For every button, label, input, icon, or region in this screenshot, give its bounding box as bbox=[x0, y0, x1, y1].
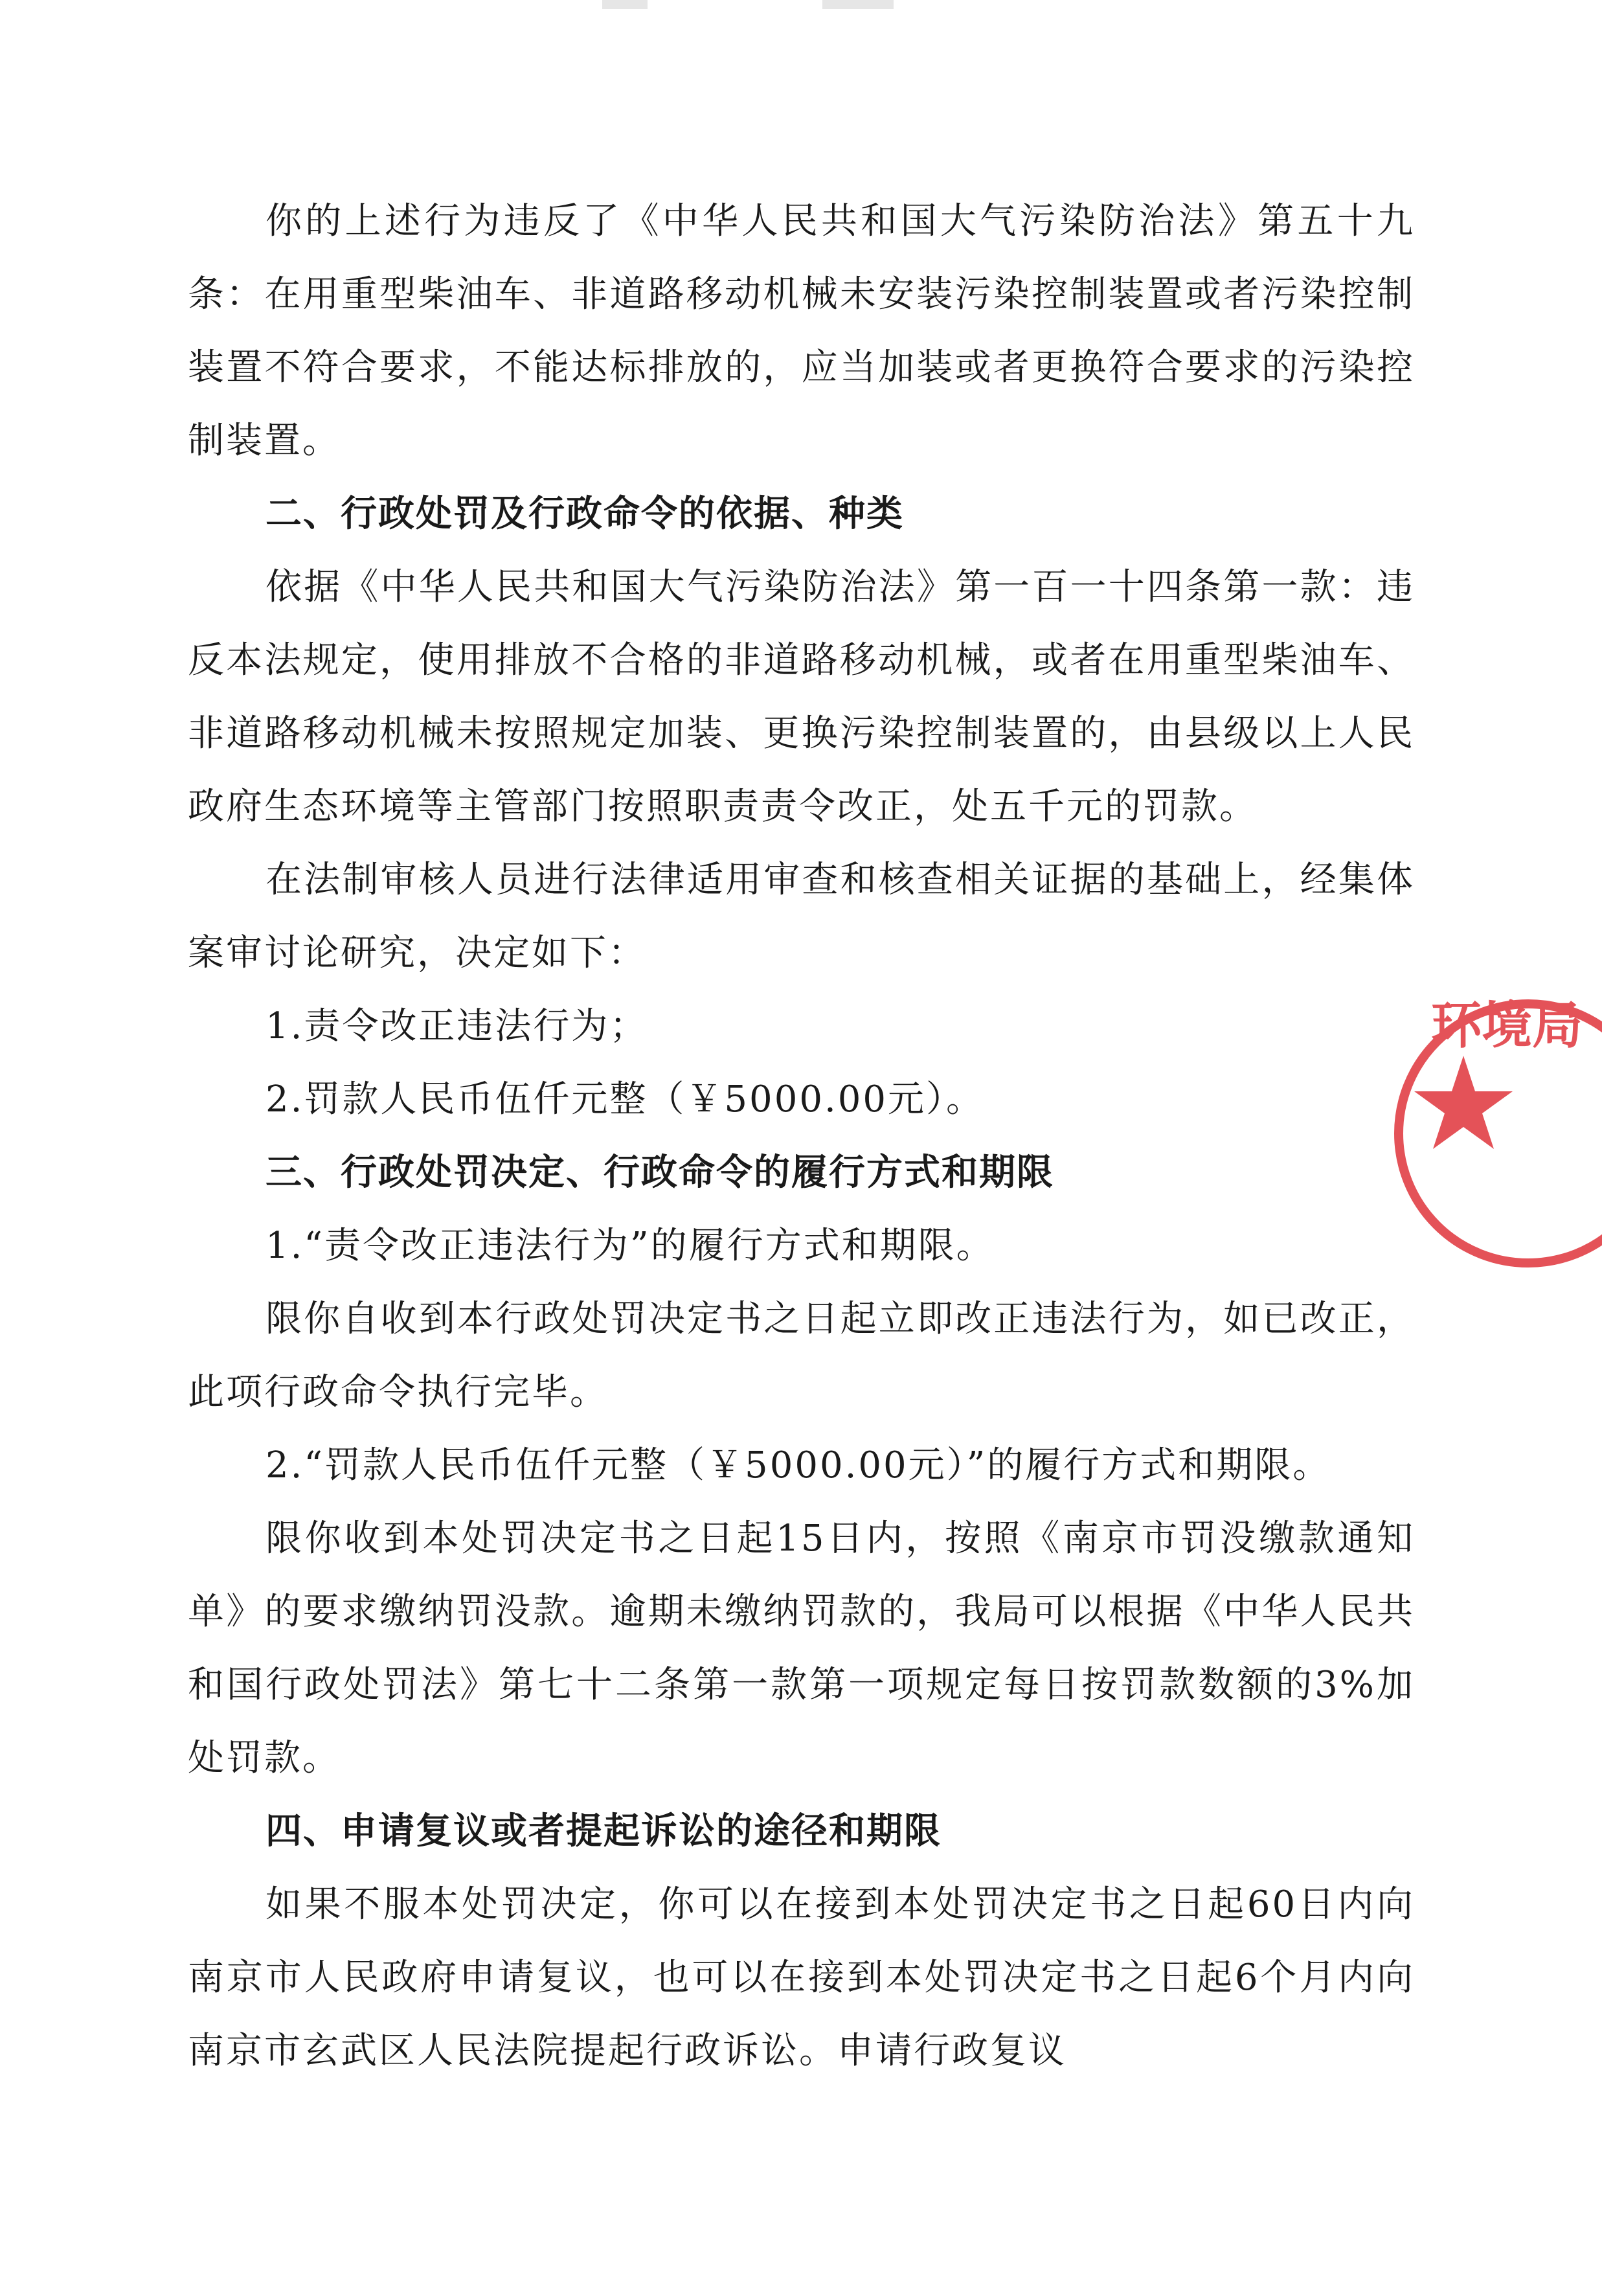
seal-text: 环境局 bbox=[1431, 996, 1583, 1055]
seal-star bbox=[1414, 1056, 1513, 1149]
paragraph-appeal: 如果不服本处罚决定，你可以在接到本处罚决定书之日起60日内向南京市人民政府申请复议，也可以在接到本处罚决定书之日起6个月内向南京市玄武区人民法院提起行政诉讼。申请行政复议 bbox=[188, 1883, 1415, 2072]
paragraph-payment-deadline: 限你收到本处罚决定书之日起15日内，按照《南京市罚没缴款通知单》的要求缴纳罚没款。逾期未缴纳罚款的，我局可以根据《中华人民共和国行政处罚法》第七十二条第一款第一项规定每日按罚款数额的3%加处罚款。 bbox=[188, 1517, 1415, 1779]
official-seal bbox=[1392, 952, 1602, 1315]
decision-item-2: 2.罚款人民币伍仟元整（￥5000.00元）。 bbox=[265, 1078, 985, 1120]
decision-item-1: 1.责令改正违法行为； bbox=[265, 1005, 648, 1047]
document-body bbox=[188, 185, 1415, 2087]
paragraph-review: 在法制审核人员进行法律适用审查和核查相关证据的基础上，经集体案审讨论研究，决定如下： bbox=[188, 859, 1415, 974]
scan-artifact bbox=[602, 0, 648, 9]
paragraph-legal-basis: 依据《中华人民共和国大气污染防治法》第一百一十四条第一款：违反本法规定，使用排放不合格的非道路移动机械，或者在用重型柴油车、非道路移动机械未按照规定加装、更换污染控制装置的，由县级以上人民政府生态环境等主管部门按照职责责令改正，处五千元的罚款。 bbox=[188, 566, 1415, 828]
section-heading-4: 四、申请复议或者提起诉讼的途径和期限 bbox=[265, 1810, 942, 1852]
scan-artifact bbox=[822, 0, 894, 9]
performance-item-1: 1.“责令改正违法行为”的履行方式和期限。 bbox=[265, 1225, 995, 1267]
performance-item-2: 2.“罚款人民币伍仟元整（￥5000.00元）”的履行方式和期限。 bbox=[265, 1444, 1331, 1486]
paragraph-correction-deadline: 限你自收到本行政处罚决定书之日起立即改正违法行为，如已改正，此项行政命令执行完毕。 bbox=[188, 1298, 1415, 1413]
section-heading-2: 二、行政处罚及行政命令的依据、种类 bbox=[265, 493, 904, 535]
paragraph-violation: 你的上述行为违反了《中华人民共和国大气污染防治法》第五十九条：在用重型柴油车、非道路移动机械未安装污染控制装置或者污染控制装置不符合要求，不能达标排放的，应当加装或者更换符合要求的污染控制装置。 bbox=[188, 200, 1415, 462]
section-heading-3: 三、行政处罚决定、行政命令的履行方式和期限 bbox=[265, 1152, 1054, 1194]
